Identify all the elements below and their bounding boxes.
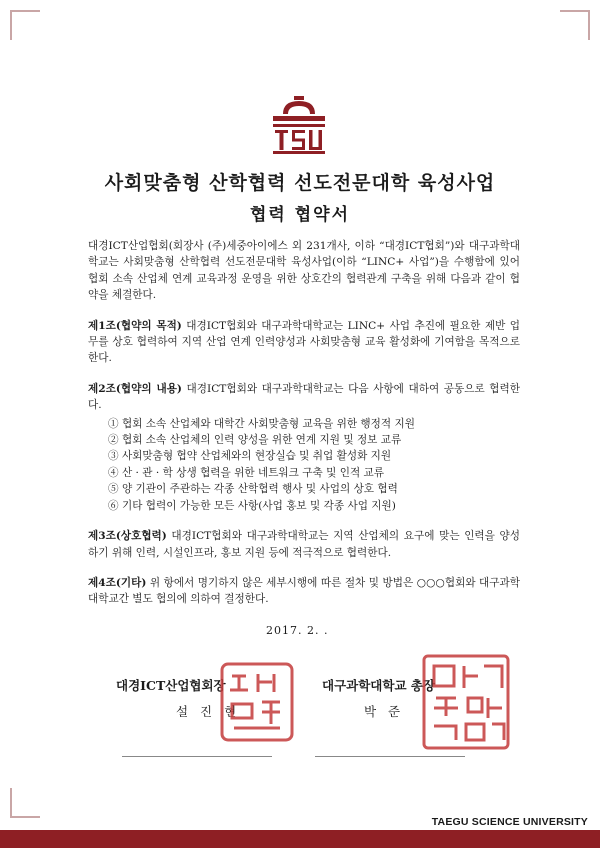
right-signatory-name: 박 준 (364, 704, 405, 719)
article-2-text: 대경ICT협회와 대구과학대학교는 다음 사항에 대하여 공동으로 협력한다. (88, 382, 521, 412)
document-title: 사회맞춤형 산학협력 선도전문대학 육성사업 (104, 172, 496, 194)
right-signatory-org: 대구과학대학교 총장 (322, 678, 436, 693)
official-seal-icon (420, 652, 512, 752)
official-seal-icon (218, 660, 296, 744)
left-signature-line (122, 756, 272, 757)
list-item: ⑤ 양 기관이 주관하는 각종 산학협력 행사 및 사업의 상호 협력 (108, 483, 398, 496)
tsu-emblem-icon (269, 96, 329, 154)
list-item: ⑥ 기타 협력이 가능한 모든 사항(사업 홍보 및 각종 사업 지원) (108, 499, 396, 512)
article-1-text: 대경ICT협회와 대구과학대학교는 LINC+ 사업 추진에 필요한 제반 업무를 상호 협력하여 지역 산업 연계 인력양성과 사회맞춤형 교육 활성화에 기여함을 목적으로 한다. (88, 319, 521, 365)
left-signatory-name: 설 진 현 (176, 704, 241, 719)
article-4 (88, 575, 520, 608)
corner-frame-top-left (10, 10, 40, 40)
article-2 (88, 381, 520, 414)
article-2-items (88, 416, 520, 514)
article-3-text: 대경ICT협회와 대구과학대학교는 지역 산업체의 요구에 맞는 인력을 양성하기 위해 인력, 시설인프라, 홍보 지원 등에 적극적으로 협력한다. (88, 530, 520, 559)
footer-university-name: TAEGU SCIENCE UNIVERSITY (431, 816, 588, 828)
footer-bar (0, 830, 600, 848)
article-2-heading: 제2조(협약의 내용) (88, 382, 182, 395)
list-item: ① 협회 소속 산업체와 대학간 사회맞춤형 교육을 위한 행정적 지원 (108, 417, 415, 430)
corner-frame-top-right (560, 10, 590, 40)
document-subtitle: 협력 협약서 (249, 205, 351, 225)
article-4-text: 위 항에서 명기하지 않은 세부시행에 따른 절차 및 방법은 ○○○협회와 대구과학대학교간 별도 협의에 의하여 결정한다. (88, 576, 520, 606)
article-3 (88, 528, 520, 561)
intro-paragraph: 대경ICT산업협회(회장사 (주)세중아이에스 외 231개사, 이하 “대경ICT협회”)와 대구과학대학교는 사회맞춤형 산학협력 선도전문대학 육성사업(이하 “LINC+ 사업”)을 수행함에 있어 협회 소속 산업체 연계 교육과정 운영을 위한 상호간의 협력관계 구축을 위해 다음과 같이 협약을 체결한다. (88, 240, 520, 302)
corner-frame-bottom-left (10, 788, 40, 818)
list-item: ② 협회 소속 산업체의 인력 양성을 위한 연계 지원 및 정보 교류 (108, 434, 402, 447)
right-signature-line (315, 756, 465, 757)
list-item: ③ 사회맞춤형 협약 산업체와의 현장실습 및 취업 활성화 지원 (108, 450, 392, 463)
list-item: ④ 산 · 관 · 학 상생 협력을 위한 네트워크 구축 및 인적 교류 (108, 466, 385, 479)
agreement-body (88, 238, 520, 622)
agreement-date: 2017. 2. . (266, 624, 329, 637)
article-1-heading: 제1조(협약의 목적) (88, 319, 182, 332)
article-1 (88, 318, 520, 367)
article-4-heading: 제4조(기타) (88, 576, 147, 589)
left-signatory-org: 대경ICT산업협회장 (116, 678, 226, 693)
article-3-heading: 제3조(상호협력) (88, 530, 167, 543)
